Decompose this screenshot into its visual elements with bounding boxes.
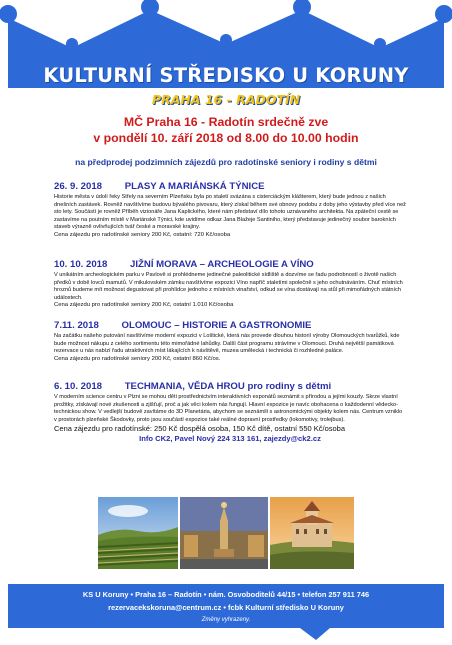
event-name: OLOMOUC – HISTORIE A GASTRONOMIE bbox=[121, 320, 312, 331]
vineyard-photo bbox=[98, 497, 178, 569]
event-3 bbox=[54, 320, 406, 363]
event-heading bbox=[54, 381, 406, 392]
page-title: KULTURNÍ STŘEDISKO U KORUNY bbox=[43, 64, 409, 87]
event-contact-info: Info CK2, Pavel Nový 224 313 161, zajezdy@ck2.cz bbox=[139, 434, 321, 443]
event-heading bbox=[54, 181, 406, 192]
event-name: JIŽNÍ MORAVA – ARCHEOLOGIE A VÍNO bbox=[130, 259, 314, 270]
footer-contact: rezervacekskoruna@centrum.cz • fcbk Kulturní středisko U Koruny bbox=[108, 603, 344, 612]
event-description: V moderním science centru v Plzni se mohou děti prostřednictvím interaktivních exponátů seznámit s přírodou a jejími kouzly. Skrze vlastní prožitky, získávají nové zkušenosti a zjišťují, proč a jak věci kolem nás fungují. Hlavní expozice je navíc obohacena o každodenní vědecko-technickou show. V vedlejší budově zavítáme do 3D Planetária, abychom se seznámili s astronomickými objekty kolem nás. Centrum vzniklo v prostorách plzeňské Škodovky, proto jsou součástí expozice také reálné dopravní prostředky (lokomotivy, trolejbus). bbox=[54, 394, 403, 423]
audience-line: na předprodej podzimních zájezdů pro radotínské seniory i rodiny s dětmi bbox=[75, 157, 377, 167]
event-price: Cena zájezdu pro radotínské seniory 200 Kč, ostatní: 720 Kč/osoba bbox=[54, 231, 231, 238]
event-name: TECHMANIA, VĚDA HROU pro rodiny s dětmi bbox=[124, 381, 332, 392]
event-price: Cena zájezdu pro radotínské seniory 200 Kč, ostatní 860 Kč/os. bbox=[54, 355, 221, 362]
event-price: Cena zájezdu pro radotínské seniory 200 Kč, ostatní 1.010 Kč/osoba bbox=[54, 302, 234, 308]
event-heading bbox=[54, 259, 406, 270]
invitation-line2: v pondělí 10. září 2018 od 8.00 do 10.00 hodin bbox=[93, 130, 359, 145]
event-name: PLASY A MARIÁNSKÁ TÝNICE bbox=[124, 181, 265, 192]
event-1 bbox=[54, 181, 406, 239]
invitation-line1: MČ Praha 16 - Radotín srdečně zve bbox=[123, 115, 329, 129]
event-4 bbox=[54, 381, 406, 444]
event-date: 6. 10. 2018 bbox=[54, 381, 103, 392]
event-2 bbox=[54, 259, 406, 310]
invitation bbox=[0, 115, 452, 146]
event-price: Cena zájezdu pro radotínské: 250 Kč dospělá osoba, 150 Kč dítě, ostatní 550 Kč/osoba bbox=[54, 424, 346, 433]
event-description: V unikátním archeologickém parku v Pavlově si prohlédneme jedinečné paleolitické sídliště a dozvíme se řadu podrobností o životě našich předků v době lovců mamutů. V mikulovském zámku navštívíme expozici Víno napříč staletími společně s jeho ochutnáváním. Chuť místních hroznů budeme mít možnost degustovat při prohlídce jednoho z místních vinařství, odkud se vína dostávají na stůl při mimořádných státních událostech. bbox=[54, 272, 403, 301]
event-date: 7.11. 2018 bbox=[54, 320, 99, 331]
olomouc-column-photo bbox=[180, 497, 268, 569]
event-date: 10. 10. 2018 bbox=[54, 259, 108, 270]
crown-header bbox=[0, 0, 452, 105]
castle-photo bbox=[270, 497, 354, 569]
event-date: 26. 9. 2018 bbox=[54, 181, 103, 192]
footer-address: KS U Koruny • Praha 16 – Radotín • nám. Osvoboditelů 44/15 • telefon 257 911 746 bbox=[82, 590, 370, 599]
page-subtitle: PRAHA 16 - RADOTÍN bbox=[151, 92, 301, 107]
event-heading bbox=[54, 320, 406, 331]
event-description: Historie města v údolí řeky Střely na severním Plzeňsku byla po staletí svázána s cisterciáckým klášterem, který bude jednou z našich dnešních zastávek. Rovněž navštívíme budovu bývalého pivovaru, který získal během své obnovy podobu z doby jeho výstavby před více než sto lety. Součástí je rovněž Příběh vizionáře Jana Kaplického, které nám představí dílo tohoto uznávaného architekta. Na zpáteční cestě se zastavíme na poutním místě v Mariánské Týnici, kde uvidíme odkaz Jana Blažeje Santiniho, který představuje jedinečný soubor barokních staveb výrazně ovlivňujících tvář české a moravské krajiny. bbox=[54, 194, 406, 230]
footer-note: Změny vyhrazeny. bbox=[201, 617, 251, 623]
event-description: Na začátku našeho putování navštívíme moderní expozici v Loštické, která nás provede dlouhou historií výroby Olomouckých tvarůžků, kde bude možnost nákupu z celého sortimentu této mimořádné lahůdky. Další část programu strávíme v Olomouci. Druhá největší památková rezervace u nás nabízí řadu atraktivních míst lákajících k návštěvě, muzea umělecká i technická či rozhledné paláce. bbox=[54, 333, 400, 354]
